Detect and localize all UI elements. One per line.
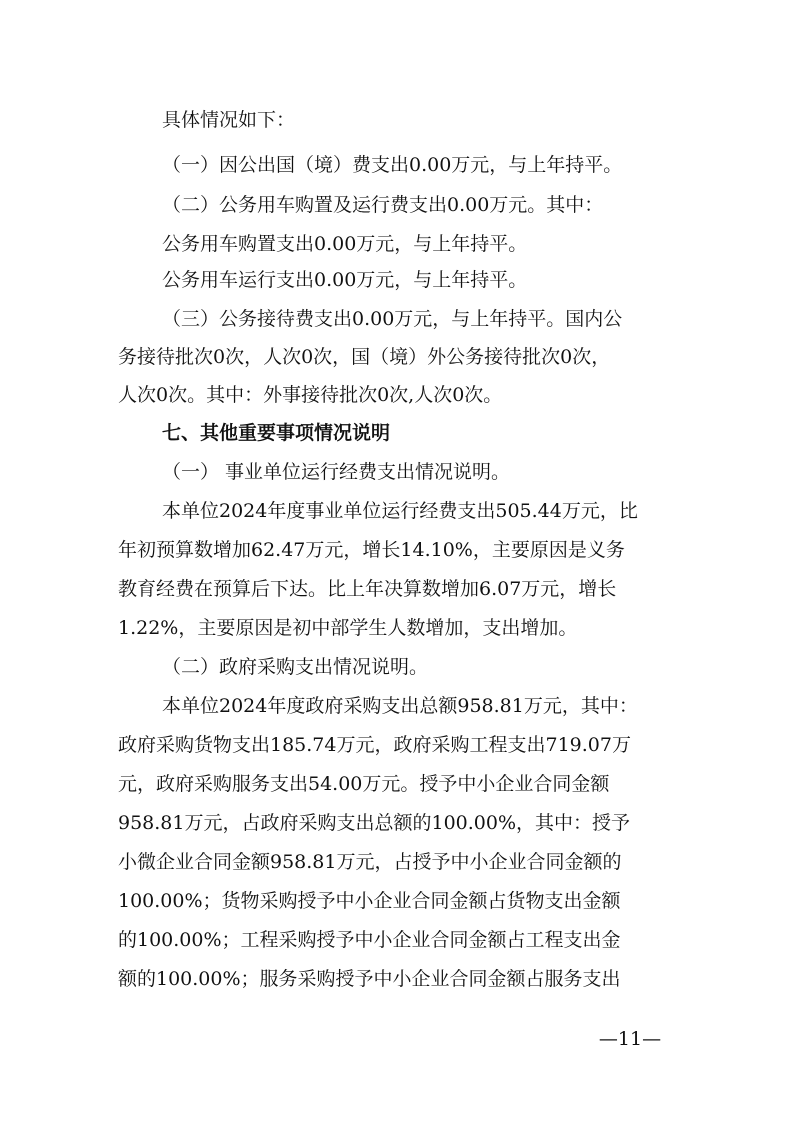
section-heading: 七、其他重要事项情况说明	[162, 422, 391, 444]
subsection-heading: （一） 事业单位运行经费支出情况说明。	[162, 461, 511, 483]
paragraph-line: 小微企业合同金额958.81万元，占授予中小企业合同金额的	[118, 851, 622, 873]
paragraph-line: 政府采购货物支出185.74万元，政府采购工程支出719.07万	[118, 734, 631, 756]
paragraph-line: 公务用车运行支出0.00万元，与上年持平。	[162, 269, 528, 291]
page-number: —11—	[598, 1028, 662, 1050]
paragraph-line: 人次0次。其中：外事接待批次0次,人次0次。	[118, 384, 503, 406]
paragraph-line: 年初预算数增加62.47万元，增长14.10%，主要原因是义务	[118, 539, 625, 561]
subsection-heading: （二）政府采购支出情况说明。	[162, 656, 429, 678]
paragraph-line: （一）因公出国（境）费支出0.00万元，与上年持平。	[162, 154, 623, 176]
paragraph-line: 958.81万元，占政府采购支出总额的100.00%，其中：授予	[118, 812, 631, 834]
paragraph-line: 元，政府采购服务支出54.00万元。授予中小企业合同金额	[118, 773, 610, 795]
paragraph-line: 教育经费在预算后下达。比上年决算数增加6.07万元，增长	[118, 578, 617, 600]
paragraph-line: 额的100.00%；服务采购授予中小企业合同金额占服务支出	[118, 968, 621, 990]
paragraph-line: （三）公务接待费支出0.00万元，与上年持平。国内公	[162, 308, 623, 330]
paragraph-line: 本单位2024年度事业单位运行经费支出505.44万元，比	[162, 500, 638, 522]
paragraph-line: 具体情况如下：	[162, 109, 296, 131]
paragraph-line: （二）公务用车购置及运行费支出0.00万元。其中：	[162, 194, 604, 216]
paragraph-line: 本单位2024年度政府采购支出总额958.81万元，其中：	[162, 695, 638, 717]
paragraph-line: 公务用车购置支出0.00万元，与上年持平。	[162, 233, 528, 255]
paragraph-line: 100.00%；货物采购授予中小企业合同金额占货物支出金额	[118, 890, 621, 912]
paragraph-line: 1.22%，主要原因是初中部学生人数增加，支出增加。	[118, 617, 578, 639]
paragraph-line: 务接待批次0次，人次0次，国（境）外公务接待批次0次，	[118, 346, 611, 368]
paragraph-line: 的100.00%；工程采购授予中小企业合同金额占工程支出金	[118, 929, 621, 951]
